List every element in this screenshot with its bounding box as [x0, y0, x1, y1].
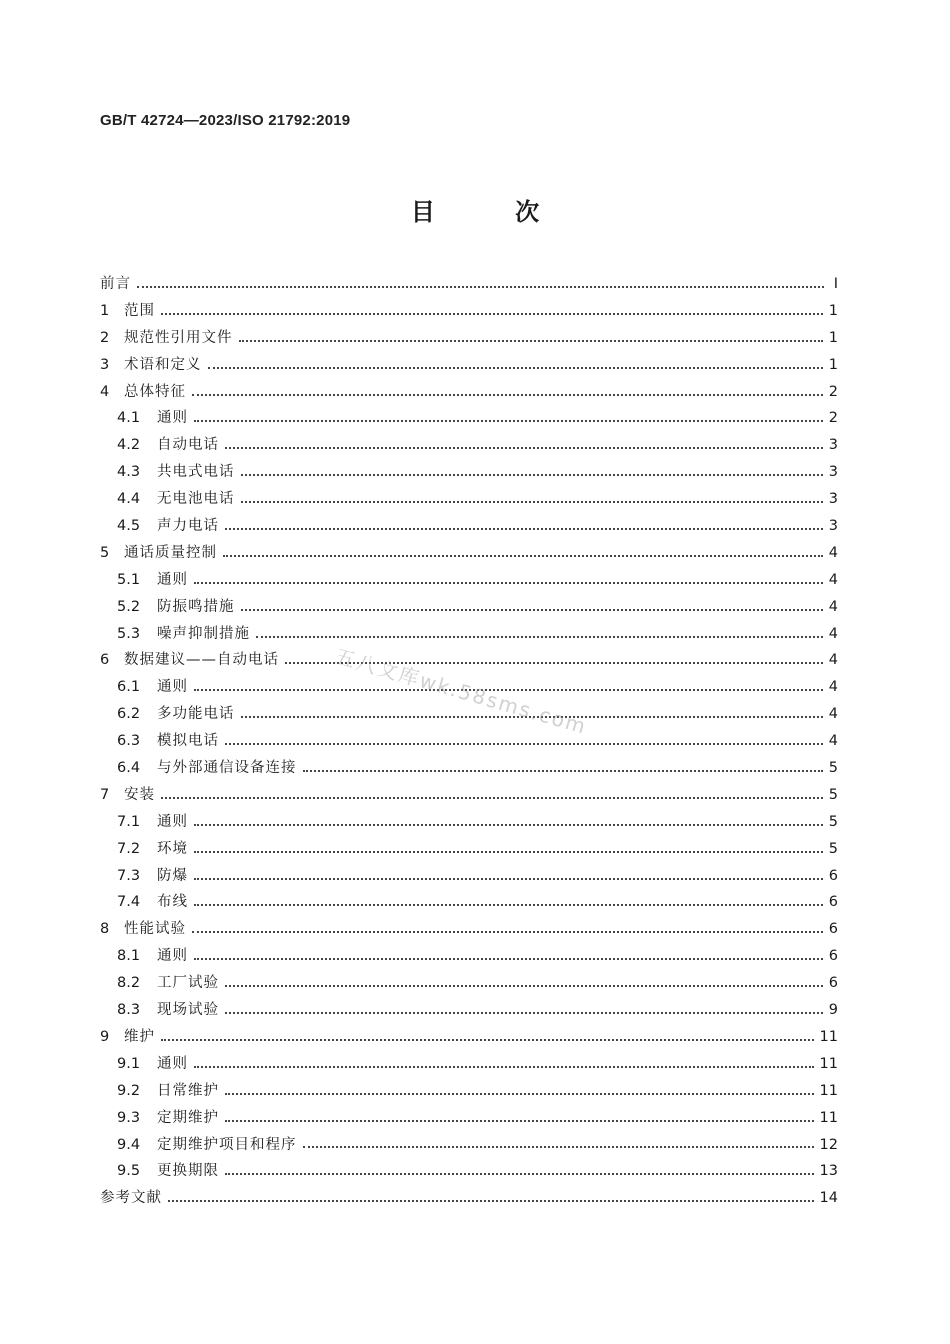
toc-entry-number: 8.1 — [117, 948, 141, 965]
toc-entry-label: 声力电话 — [157, 518, 219, 535]
toc-entry-page: 14 — [819, 1190, 838, 1207]
toc-entry[interactable] — [100, 271, 838, 298]
toc-entry[interactable] — [100, 809, 838, 836]
toc-entry-label: 多功能电话 — [157, 706, 235, 723]
toc-entry-number: 9.5 — [117, 1163, 141, 1180]
toc-entry[interactable] — [100, 916, 838, 943]
toc-entry-page: 6 — [828, 894, 838, 911]
toc-entry-page: 4 — [828, 598, 838, 615]
toc-entry[interactable] — [100, 540, 838, 567]
toc-entry-label: 噪声抑制措施 — [157, 625, 250, 642]
toc-entry[interactable] — [100, 1158, 838, 1185]
toc-entry-page: 5 — [828, 760, 838, 777]
dot-leader — [225, 527, 823, 530]
toc-entry-number: 9.2 — [117, 1082, 141, 1099]
toc-entry-number: 7 — [100, 786, 110, 803]
toc-entry-label: 通则 — [157, 571, 188, 588]
toc-entry-page: 13 — [819, 1163, 838, 1180]
dot-leader — [208, 366, 823, 369]
toc-entry-label: 更换期限 — [157, 1163, 219, 1180]
toc-entry[interactable] — [100, 298, 838, 325]
toc-entry-label: 模拟电话 — [157, 733, 219, 750]
toc-entry[interactable] — [100, 1132, 838, 1159]
dot-leader — [225, 742, 823, 745]
watermark: 五八文库wk.58sms.com — [332, 643, 590, 739]
toc-entry-number: 9.3 — [117, 1109, 141, 1126]
toc-entry-page: 4 — [828, 706, 838, 723]
toc-entry-label: 环境 — [157, 840, 188, 857]
toc-entry[interactable] — [100, 1024, 838, 1051]
toc-entry-label: 现场试验 — [157, 1002, 219, 1019]
toc-entry-page: 1 — [828, 302, 838, 319]
toc-entry[interactable] — [100, 513, 838, 540]
toc-entry-number: 4.2 — [117, 437, 141, 454]
toc-entry-label: 规范性引用文件 — [124, 329, 233, 346]
toc-entry-page: 4 — [828, 679, 838, 696]
dot-leader — [225, 984, 823, 987]
toc-entry-page: 11 — [819, 1028, 838, 1045]
toc-entry-label: 共电式电话 — [157, 464, 235, 481]
toc-entry-number: 6.3 — [117, 733, 141, 750]
dot-leader — [194, 823, 823, 826]
toc-entry-page: 11 — [819, 1109, 838, 1126]
toc-entry[interactable] — [100, 836, 838, 863]
toc-entry-label: 通则 — [157, 813, 188, 830]
toc-entry-label: 维护 — [124, 1028, 155, 1045]
toc-entry[interactable] — [100, 863, 838, 890]
toc-entry[interactable] — [100, 728, 838, 755]
toc-entry-label: 数据建议——自动电话 — [124, 652, 279, 669]
toc-entry-number: 9 — [100, 1028, 110, 1045]
toc-entry-label: 范围 — [124, 302, 155, 319]
toc-entry[interactable] — [100, 1051, 838, 1078]
toc-entry-number: 1 — [100, 302, 110, 319]
toc-entry-page: 4 — [828, 625, 838, 642]
toc-entry-page: 3 — [828, 518, 838, 535]
toc-entry-number: 4.5 — [117, 518, 141, 535]
toc-entry[interactable] — [100, 325, 838, 352]
toc-entry-page: 1 — [828, 356, 838, 373]
toc-entry-number: 7.1 — [117, 813, 141, 830]
dot-leader — [137, 285, 824, 288]
toc-entry-number: 9.1 — [117, 1055, 141, 1072]
dot-leader — [225, 1119, 814, 1122]
toc-entry[interactable] — [100, 970, 838, 997]
dot-leader — [168, 1199, 814, 1202]
toc-entry-label: 通则 — [157, 679, 188, 696]
toc-entry-page: 5 — [828, 813, 838, 830]
toc-entry-number: 4.1 — [117, 410, 141, 427]
toc-entry-page: 3 — [828, 437, 838, 454]
toc-entry[interactable] — [100, 621, 838, 648]
toc-entry-page: 6 — [828, 975, 838, 992]
toc-entry[interactable] — [100, 567, 838, 594]
dot-leader — [303, 1145, 814, 1148]
toc-entry[interactable] — [100, 943, 838, 970]
toc-entry-number: 7.3 — [117, 867, 141, 884]
dot-leader — [225, 1092, 814, 1095]
toc-entry-page: 2 — [828, 383, 838, 400]
toc-entry-number: 5.2 — [117, 598, 141, 615]
toc-entry-label: 通则 — [157, 948, 188, 965]
dot-leader — [194, 957, 823, 960]
toc-entry-page: 12 — [819, 1136, 838, 1153]
dot-leader — [161, 1038, 814, 1041]
toc-entry-number: 7.2 — [117, 840, 141, 857]
dot-leader — [194, 1065, 814, 1068]
toc-entry-label: 总体特征 — [124, 383, 186, 400]
toc-entry-page: 4 — [828, 571, 838, 588]
toc-entry-number: 6.2 — [117, 706, 141, 723]
dot-leader — [303, 769, 823, 772]
dot-leader — [161, 796, 823, 799]
toc-entry-label: 自动电话 — [157, 437, 219, 454]
toc-entry-page: 6 — [828, 921, 838, 938]
dot-leader — [194, 877, 823, 880]
dot-leader — [225, 446, 823, 449]
toc-entry-page: 4 — [828, 652, 838, 669]
dot-leader — [194, 850, 823, 853]
toc-entry-number: 9.4 — [117, 1136, 141, 1153]
dot-leader — [256, 635, 823, 638]
toc-entry-label: 防振鸣措施 — [157, 598, 235, 615]
toc-entry-page: 2 — [828, 410, 838, 427]
toc-entry-number: 3 — [100, 356, 110, 373]
toc-entry-label: 参考文献 — [100, 1190, 162, 1207]
toc-entry-number: 8.2 — [117, 975, 141, 992]
toc-entry-page: 3 — [828, 464, 838, 481]
toc-entry-label: 与外部通信设备连接 — [157, 760, 297, 777]
dot-leader — [241, 473, 823, 476]
toc-entry[interactable] — [100, 1078, 838, 1105]
dot-leader — [241, 500, 823, 503]
toc-entry[interactable] — [100, 352, 838, 379]
toc-entry-number: 4.3 — [117, 464, 141, 481]
toc-entry-number: 5.3 — [117, 625, 141, 642]
toc-entry-page: 1 — [828, 329, 838, 346]
page-title: 目 次 — [410, 198, 576, 226]
dot-leader — [223, 554, 823, 557]
toc-entry-number: 7.4 — [117, 894, 141, 911]
toc-entry-page: 4 — [828, 733, 838, 750]
toc-entry[interactable] — [100, 432, 838, 459]
dot-leader — [239, 339, 823, 342]
toc-entry[interactable] — [100, 379, 838, 406]
dot-leader — [194, 903, 823, 906]
toc-entry-number: 2 — [100, 329, 110, 346]
toc-entry-page: 5 — [828, 786, 838, 803]
toc-entry-number: 8.3 — [117, 1002, 141, 1019]
toc-entry-number: 5.1 — [117, 571, 141, 588]
toc-entry[interactable] — [100, 755, 838, 782]
toc-entry[interactable] — [100, 889, 838, 916]
toc-entry-page: 11 — [819, 1055, 838, 1072]
toc-entry[interactable] — [100, 997, 838, 1024]
toc-entry-number: 8 — [100, 921, 110, 938]
toc-entry-page: 5 — [828, 840, 838, 857]
toc-entry-label: 术语和定义 — [124, 356, 202, 373]
dot-leader — [192, 393, 823, 396]
toc-entry-page: 9 — [828, 1002, 838, 1019]
table-of-contents — [100, 271, 838, 1212]
toc-entry-label: 定期维护 — [157, 1109, 219, 1126]
toc-entry-label: 通则 — [157, 1055, 188, 1072]
toc-entry-number: 4.4 — [117, 491, 141, 508]
toc-entry[interactable] — [100, 1105, 838, 1132]
dot-leader — [194, 419, 823, 422]
toc-entry-label: 安装 — [124, 786, 155, 803]
dot-leader — [192, 930, 823, 933]
toc-entry-page: I — [833, 276, 838, 292]
toc-entry-page: 6 — [828, 867, 838, 884]
toc-entry-label: 布线 — [157, 894, 188, 911]
dot-leader — [225, 1172, 814, 1175]
toc-entry-number: 4 — [100, 383, 110, 400]
toc-entry[interactable] — [100, 486, 838, 513]
toc-entry-label: 性能试验 — [124, 921, 186, 938]
toc-entry-number: 6.4 — [117, 760, 141, 777]
toc-entry[interactable] — [100, 782, 838, 809]
toc-entry-label: 工厂试验 — [157, 975, 219, 992]
document-header: GB/T 42724—2023/ISO 21792:2019 — [100, 112, 351, 129]
toc-entry[interactable] — [100, 647, 838, 674]
toc-entry-number: 6 — [100, 652, 110, 669]
toc-entry[interactable] — [100, 405, 838, 432]
toc-entry-page: 11 — [819, 1082, 838, 1099]
toc-entry-label: 前言 — [100, 276, 131, 292]
toc-entry-number: 5 — [100, 544, 110, 561]
toc-entry-page: 6 — [828, 948, 838, 965]
toc-entry-label: 日常维护 — [157, 1082, 219, 1099]
toc-entry-page: 3 — [828, 491, 838, 508]
dot-leader — [161, 312, 823, 315]
toc-entry[interactable] — [100, 1185, 838, 1212]
dot-leader — [194, 581, 823, 584]
toc-entry-number: 6.1 — [117, 679, 141, 696]
toc-entry-label: 定期维护项目和程序 — [157, 1136, 297, 1153]
toc-entry[interactable] — [100, 594, 838, 621]
toc-entry-label: 通则 — [157, 410, 188, 427]
toc-entry-label: 防爆 — [157, 867, 188, 884]
toc-entry-page: 4 — [828, 544, 838, 561]
toc-entry-label: 无电池电话 — [157, 491, 235, 508]
toc-entry[interactable] — [100, 459, 838, 486]
dot-leader — [225, 1011, 823, 1014]
toc-entry-label: 通话质量控制 — [124, 544, 217, 561]
dot-leader — [241, 608, 823, 611]
